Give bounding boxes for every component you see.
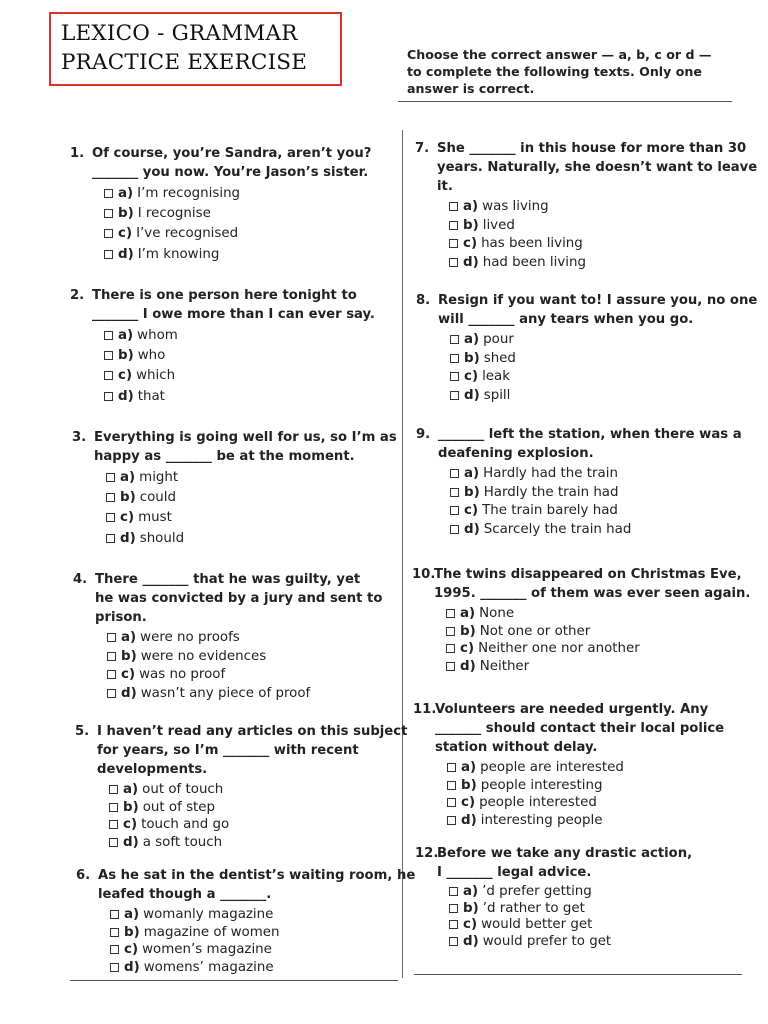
checkbox-icon[interactable] (449, 239, 458, 248)
answer-option[interactable] (447, 777, 724, 795)
checkbox-icon[interactable] (450, 469, 459, 478)
option-letter: b) (120, 490, 136, 506)
option-letter: c) (464, 369, 479, 384)
option-letter: a) (118, 328, 134, 343)
answer-option[interactable] (449, 884, 692, 901)
question-number: 4. (73, 572, 88, 587)
checkbox-icon[interactable] (107, 633, 116, 642)
question-number: 3. (72, 430, 87, 445)
answer-option[interactable] (107, 648, 382, 667)
answer-option[interactable] (450, 331, 757, 350)
answer-option[interactable] (109, 799, 407, 817)
option-letter: b) (464, 484, 480, 500)
option-letter: c) (460, 641, 475, 656)
answer-option[interactable] (104, 346, 375, 366)
question-stem (438, 291, 757, 329)
question-stem-line: happy as _______ be at the moment. (94, 449, 355, 464)
answer-option[interactable] (109, 781, 407, 799)
question-number: 6. (76, 868, 91, 883)
option-letter: a) (118, 186, 134, 201)
option-text: a soft touch (142, 834, 223, 850)
question-stem (438, 425, 742, 463)
option-letter: a) (461, 760, 477, 775)
answer-option[interactable] (110, 941, 415, 959)
option-letter: d) (118, 388, 134, 404)
answer-option[interactable] (450, 368, 757, 387)
question-7 (415, 139, 757, 273)
option-letter: a) (123, 782, 139, 797)
answer-option[interactable] (104, 184, 371, 204)
question-stem (435, 700, 724, 757)
checkbox-icon[interactable] (446, 609, 455, 618)
answer-option[interactable] (449, 917, 692, 934)
checkbox-icon[interactable] (447, 816, 456, 825)
question-3 (72, 428, 397, 549)
option-letter: c) (118, 368, 133, 384)
question-stem-line: There _______ that he was guilty, yet (95, 572, 361, 587)
answer-option[interactable] (446, 605, 750, 623)
option-text: pour (483, 332, 514, 347)
option-letter: b) (124, 924, 140, 940)
question-number: 11. (413, 702, 437, 717)
question-11 (413, 700, 724, 829)
option-letter: c) (121, 667, 136, 682)
option-letter: c) (118, 226, 133, 242)
checkbox-icon[interactable] (106, 473, 115, 482)
answer-option[interactable] (110, 959, 415, 977)
answer-option[interactable] (449, 254, 757, 273)
answer-options (107, 629, 382, 703)
checkbox-icon[interactable] (446, 627, 455, 636)
answer-option[interactable] (104, 366, 375, 386)
checkbox-icon[interactable] (446, 644, 455, 653)
option-text: has been living (481, 236, 583, 252)
checkbox-icon[interactable] (109, 838, 118, 847)
question-stem-line: I _______ legal advice. (437, 865, 592, 880)
answer-option[interactable] (450, 387, 757, 406)
question-number: 8. (416, 293, 431, 308)
checkbox-icon[interactable] (450, 488, 459, 497)
question-12 (415, 844, 692, 950)
checkbox-icon[interactable] (449, 221, 458, 230)
answer-option[interactable] (104, 224, 371, 244)
option-letter: a) (464, 332, 480, 347)
question-1 (70, 144, 371, 265)
option-letter: a) (460, 606, 476, 621)
option-letter: d) (460, 658, 476, 674)
checkbox-icon[interactable] (107, 670, 116, 679)
option-text: Hardly had the train (483, 466, 618, 481)
option-letter: b) (460, 623, 476, 639)
checkbox-icon[interactable] (447, 763, 456, 772)
option-letter: c) (463, 236, 478, 252)
checkbox-icon[interactable] (450, 354, 459, 363)
answer-options (450, 331, 757, 405)
checkbox-icon[interactable] (104, 371, 113, 380)
option-letter: a) (121, 630, 137, 645)
option-text: people are interested (480, 760, 624, 775)
worksheet-title (49, 12, 342, 86)
question-stem-line: _______ I owe more than I can ever say. (92, 307, 375, 322)
checkbox-icon[interactable] (107, 652, 116, 661)
answer-option[interactable] (104, 387, 375, 407)
answer-options (449, 884, 692, 950)
bottom-rule-left (70, 980, 398, 981)
option-text: were no proofs (140, 630, 240, 645)
question-stem (92, 286, 375, 324)
question-stem-line: There is one person here tonight to (92, 288, 357, 303)
option-text: womens’ magazine (143, 959, 274, 975)
answer-option[interactable] (450, 465, 742, 484)
title-line-2: PRACTICE EXERCISE (61, 50, 308, 75)
option-text: spill (483, 387, 511, 403)
answer-options (109, 781, 407, 851)
question-stem-line: _______ left the station, when there was a (438, 427, 742, 442)
checkbox-icon[interactable] (106, 534, 115, 543)
question-stem-line: developments. (97, 762, 208, 777)
option-letter: c) (461, 795, 476, 810)
question-stem-line: She _______ in this house for more than 30 (437, 141, 747, 156)
question-number: 7. (415, 141, 430, 156)
answer-option[interactable] (447, 794, 724, 812)
option-letter: b) (463, 900, 479, 916)
question-stem (434, 565, 750, 603)
question-stem-line: will _______ any tears when you go. (438, 312, 694, 327)
question-9 (416, 425, 742, 540)
question-stem-line: 1995. _______ of them was ever seen again. (434, 586, 751, 601)
question-stem-line: years. Naturally, she doesn’t want to leave (437, 160, 758, 175)
question-stem-line: Of course, you’re Sandra, aren’t you? (92, 146, 372, 161)
option-text: Neither (479, 658, 530, 674)
option-text: out of touch (142, 782, 224, 797)
option-text: would prefer to get (482, 933, 612, 949)
option-letter: c) (124, 942, 139, 957)
answer-option[interactable] (449, 198, 757, 217)
question-stem (437, 139, 757, 196)
answer-options (110, 906, 415, 976)
checkbox-icon[interactable] (104, 250, 113, 259)
bottom-rule-right (414, 974, 742, 975)
option-text: I’ve recognised (136, 226, 239, 242)
option-text: shed (483, 350, 516, 366)
question-stem-line: Before we take any drastic action, (437, 846, 693, 861)
answer-option[interactable] (449, 217, 757, 236)
option-text: I’m knowing (137, 246, 220, 262)
option-text: should (139, 530, 185, 546)
checkbox-icon[interactable] (104, 392, 113, 401)
option-letter: b) (121, 648, 137, 664)
option-text: might (139, 470, 179, 485)
question-stem-line: Everything is going well for us, so I’m as (94, 430, 397, 445)
option-text: people interested (479, 795, 597, 810)
answer-option[interactable] (446, 658, 750, 676)
option-text: would better get (481, 917, 593, 932)
question-number: 1. (70, 146, 85, 161)
option-text: wasn’t any piece of proof (140, 685, 311, 701)
question-number: 5. (75, 724, 90, 739)
instruction-divider (398, 101, 732, 102)
option-text: Not one or other (479, 623, 591, 639)
answer-options (106, 468, 397, 549)
answer-option[interactable] (447, 812, 724, 830)
answer-option[interactable] (107, 629, 382, 648)
title-line-1: LEXICO - GRAMMAR (61, 21, 298, 46)
checkbox-icon[interactable] (104, 229, 113, 238)
option-letter: a) (120, 470, 136, 485)
option-text: must (138, 510, 172, 526)
option-letter: c) (120, 510, 135, 526)
option-text: out of step (142, 799, 216, 815)
option-letter: d) (463, 255, 479, 271)
answer-option[interactable] (107, 666, 382, 685)
option-text: which (136, 368, 176, 384)
question-stem (437, 844, 692, 882)
option-text: ’d prefer getting (482, 884, 592, 899)
question-stem (97, 722, 407, 779)
checkbox-icon[interactable] (450, 391, 459, 400)
checkbox-icon[interactable] (449, 904, 458, 913)
question-stem-line: leafed though a _______. (98, 887, 272, 902)
answer-option[interactable] (447, 759, 724, 777)
option-letter: d) (120, 530, 136, 546)
answer-option[interactable] (449, 235, 757, 254)
option-text: was living (482, 199, 549, 214)
option-text: had been living (482, 255, 586, 271)
checkbox-icon[interactable] (110, 963, 119, 972)
checkbox-icon[interactable] (450, 525, 459, 534)
question-stem-line: station without delay. (435, 740, 598, 755)
checkbox-icon[interactable] (110, 910, 119, 919)
option-letter: d) (124, 959, 140, 975)
answer-option[interactable] (446, 623, 750, 641)
option-text: None (479, 606, 515, 621)
option-letter: d) (461, 812, 477, 828)
option-text: women’s magazine (142, 942, 272, 957)
answer-option[interactable] (109, 816, 407, 834)
answer-option[interactable] (449, 901, 692, 918)
option-letter: b) (461, 777, 477, 793)
instructions (407, 46, 737, 97)
option-text: who (137, 348, 166, 364)
checkbox-icon[interactable] (109, 820, 118, 829)
checkbox-icon[interactable] (110, 928, 119, 937)
option-text: womanly magazine (143, 907, 274, 922)
option-letter: b) (118, 206, 134, 222)
option-text: magazine of women (143, 924, 280, 940)
answer-options (449, 198, 757, 273)
option-text: touch and go (141, 817, 230, 832)
option-text: interesting people (480, 812, 603, 828)
answer-options (447, 759, 724, 829)
question-10 (412, 565, 750, 675)
checkbox-icon[interactable] (446, 662, 455, 671)
option-letter: d) (118, 246, 134, 262)
question-stem-line: I haven’t read any articles on this subject (97, 724, 408, 739)
option-text: were no evidences (140, 648, 267, 664)
option-letter: a) (464, 466, 480, 481)
option-text: Scarcely the train had (483, 522, 632, 538)
checkbox-icon[interactable] (450, 372, 459, 381)
answer-options (446, 605, 750, 675)
answer-option[interactable] (104, 245, 371, 265)
question-stem-line: it. (437, 179, 453, 194)
option-text: I’m recognising (137, 186, 241, 201)
option-letter: d) (121, 685, 137, 701)
answer-option[interactable] (449, 934, 692, 951)
checkbox-icon[interactable] (109, 785, 118, 794)
option-text: could (139, 490, 176, 506)
answer-option[interactable] (104, 204, 371, 224)
answer-option[interactable] (106, 508, 397, 528)
question-6 (76, 866, 415, 976)
answer-option[interactable] (110, 924, 415, 942)
answer-option[interactable] (450, 521, 742, 540)
question-number: 12. (415, 846, 439, 861)
question-stem (98, 866, 415, 904)
question-stem-line: for years, so I’m _______ with recent (97, 743, 359, 758)
option-letter: a) (463, 884, 479, 899)
option-letter: b) (464, 350, 480, 366)
question-5 (75, 722, 407, 851)
option-text: Neither one nor another (478, 641, 640, 656)
option-text: whom (137, 328, 178, 343)
checkbox-icon[interactable] (106, 493, 115, 502)
checkbox-icon[interactable] (447, 798, 456, 807)
answer-option[interactable] (106, 529, 397, 549)
answer-option[interactable] (104, 326, 375, 346)
question-stem-line: Volunteers are needed urgently. Any (435, 702, 709, 717)
option-letter: a) (463, 199, 479, 214)
option-letter: c) (464, 503, 479, 519)
checkbox-icon[interactable] (106, 513, 115, 522)
checkbox-icon[interactable] (449, 887, 458, 896)
option-text: was no proof (139, 667, 226, 682)
answer-option[interactable] (110, 906, 415, 924)
checkbox-icon[interactable] (104, 351, 113, 360)
option-letter: b) (463, 217, 479, 233)
checkbox-icon[interactable] (104, 331, 113, 340)
option-text: leak (482, 369, 510, 384)
answer-options (104, 326, 375, 407)
option-letter: c) (463, 917, 478, 932)
option-letter: c) (123, 817, 138, 832)
answer-option[interactable] (109, 834, 407, 852)
instruction-line: to complete the following texts. Only one (407, 64, 702, 79)
option-text: people interesting (480, 777, 603, 793)
answer-option[interactable] (450, 502, 742, 521)
option-text: I recognise (137, 206, 211, 222)
checkbox-icon[interactable] (110, 945, 119, 954)
question-stem-line: _______ should contact their local police (435, 721, 725, 736)
instruction-line: Choose the correct answer — a, b, c or d — (407, 47, 712, 62)
question-8 (416, 291, 757, 405)
option-text: Hardly the train had (483, 484, 619, 500)
checkbox-icon[interactable] (104, 209, 113, 218)
checkbox-icon[interactable] (449, 937, 458, 946)
option-text: ’d rather to get (482, 900, 585, 916)
question-stem-line: The twins disappeared on Christmas Eve, (434, 567, 742, 582)
option-letter: d) (463, 933, 479, 949)
checkbox-icon[interactable] (104, 189, 113, 198)
question-stem-line: deafening explosion. (438, 446, 594, 461)
answer-option[interactable] (450, 484, 742, 503)
answer-options (450, 465, 742, 540)
checkbox-icon[interactable] (109, 803, 118, 812)
option-text: The train barely had (482, 503, 618, 519)
instruction-line: answer is correct. (407, 81, 535, 96)
question-stem (92, 144, 371, 182)
question-stem-line: prison. (95, 610, 147, 625)
question-stem-line: Resign if you want to! I assure you, no one (438, 293, 758, 308)
question-stem-line: he was convicted by a jury and sent to (95, 591, 383, 606)
question-number: 10. (412, 567, 436, 582)
checkbox-icon[interactable] (450, 506, 459, 515)
option-letter: b) (123, 799, 139, 815)
option-letter: d) (123, 834, 139, 850)
checkbox-icon[interactable] (107, 689, 116, 698)
option-letter: d) (464, 522, 480, 538)
answer-option[interactable] (446, 640, 750, 658)
question-stem-line: _______ you now. You’re Jason’s sister. (92, 165, 369, 180)
option-letter: d) (464, 387, 480, 403)
checkbox-icon[interactable] (447, 781, 456, 790)
answer-option[interactable] (106, 468, 397, 488)
checkbox-icon[interactable] (450, 335, 459, 344)
question-number: 2. (70, 288, 85, 303)
question-stem (94, 428, 397, 466)
answer-option[interactable] (106, 488, 397, 508)
checkbox-icon[interactable] (449, 202, 458, 211)
option-text: that (137, 388, 165, 404)
option-text: lived (482, 217, 515, 233)
question-stem (95, 570, 382, 627)
answer-option[interactable] (107, 685, 382, 704)
answer-options (104, 184, 371, 265)
checkbox-icon[interactable] (449, 258, 458, 267)
question-number: 9. (416, 427, 431, 442)
question-stem-line: As he sat in the dentist’s waiting room, he (98, 868, 416, 883)
question-2 (70, 286, 375, 407)
question-4 (73, 570, 382, 703)
option-letter: b) (118, 348, 134, 364)
option-letter: a) (124, 907, 140, 922)
checkbox-icon[interactable] (449, 920, 458, 929)
answer-option[interactable] (450, 350, 757, 369)
